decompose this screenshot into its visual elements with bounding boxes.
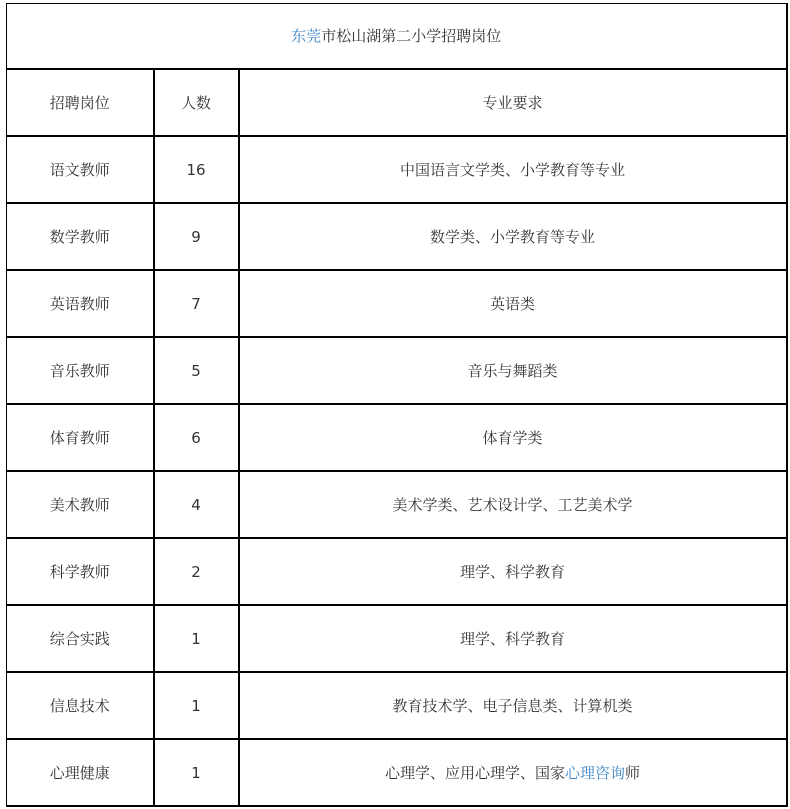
- position-cell: 英语教师: [7, 270, 154, 337]
- table-title-text: 市松山湖第二小学招聘岗位: [321, 27, 502, 45]
- count-cell: 5: [154, 337, 239, 404]
- position-cell: 体育教师: [7, 404, 154, 471]
- requirement-cell: 中国语言文学类、小学教育等专业: [239, 136, 787, 203]
- requirement-cell: 数学类、小学教育等专业: [239, 203, 787, 270]
- table-row: [7, 203, 787, 270]
- requirement-cell: [239, 739, 787, 806]
- position-cell: 数学教师: [7, 203, 154, 270]
- table-title: [7, 4, 787, 70]
- position-cell: 综合实践: [7, 605, 154, 672]
- header-count: 人数: [154, 69, 239, 136]
- table-row: [7, 538, 787, 605]
- position-cell: 美术教师: [7, 471, 154, 538]
- requirement-cell: 英语类: [239, 270, 787, 337]
- table-row: [7, 136, 787, 203]
- header-position: 招聘岗位: [7, 69, 154, 136]
- table-row: [7, 337, 787, 404]
- table-row: [7, 605, 787, 672]
- header-requirement: 专业要求: [239, 69, 787, 136]
- table-row: [7, 404, 787, 471]
- count-cell: 7: [154, 270, 239, 337]
- position-cell: 心理健康: [7, 739, 154, 806]
- count-cell: 1: [154, 672, 239, 739]
- count-cell: 16: [154, 136, 239, 203]
- table-row: [7, 739, 787, 806]
- count-cell: 2: [154, 538, 239, 605]
- table-row: [7, 270, 787, 337]
- requirement-cell: 理学、科学教育: [239, 538, 787, 605]
- count-cell: 9: [154, 203, 239, 270]
- table-row: [7, 672, 787, 739]
- requirement-suffix: 师: [625, 763, 641, 782]
- recruitment-table: [6, 3, 788, 807]
- position-cell: 信息技术: [7, 672, 154, 739]
- position-cell: 科学教师: [7, 538, 154, 605]
- counselor-link[interactable]: 心理咨询: [565, 763, 626, 782]
- title-row: [7, 4, 787, 70]
- count-cell: 1: [154, 739, 239, 806]
- requirement-cell: 理学、科学教育: [239, 605, 787, 672]
- requirement-prefix: 心理学、应用心理学、国家: [384, 763, 565, 782]
- requirement-cell: 体育学类: [239, 404, 787, 471]
- requirement-cell: 教育技术学、电子信息类、计算机类: [239, 672, 787, 739]
- position-cell: 语文教师: [7, 136, 154, 203]
- requirement-cell: 美术学类、艺术设计学、工艺美术学: [239, 471, 787, 538]
- table-row: [7, 471, 787, 538]
- city-link[interactable]: 东莞: [291, 27, 322, 45]
- count-cell: 1: [154, 605, 239, 672]
- position-cell: 音乐教师: [7, 337, 154, 404]
- requirement-cell: 音乐与舞蹈类: [239, 337, 787, 404]
- count-cell: 6: [154, 404, 239, 471]
- header-row: [7, 69, 787, 136]
- count-cell: 4: [154, 471, 239, 538]
